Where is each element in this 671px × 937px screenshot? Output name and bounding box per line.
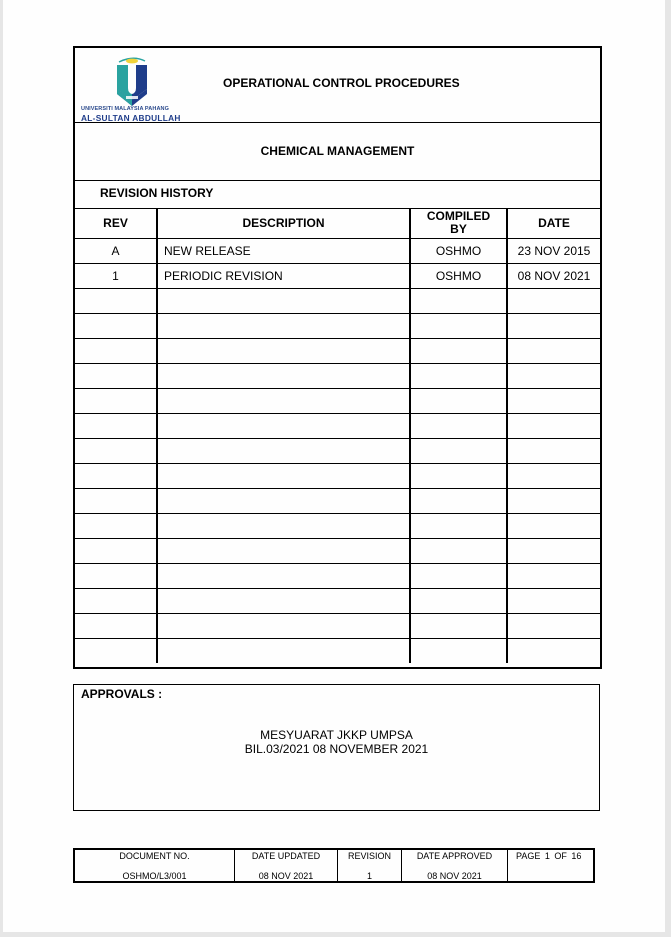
approvals-label: APPROVALS :: [81, 687, 163, 701]
compiled-by-cell: [411, 463, 508, 488]
rev-cell: [75, 488, 158, 513]
approvals-line2: BIL.03/2021 08 NOVEMBER 2021: [244, 742, 429, 756]
logo-text-line2: AL-SULTAN ABDULLAH: [81, 113, 181, 123]
date-cell: [508, 513, 600, 538]
date-updated-label: DATE UPDATED: [251, 851, 321, 861]
table-row: [75, 413, 600, 439]
description-cell: [158, 613, 411, 638]
date-cell: [508, 438, 600, 463]
description-cell: [158, 288, 411, 313]
compiled-by-cell: [411, 563, 508, 588]
rev-cell: [75, 388, 158, 413]
footer-document-no: [75, 850, 235, 881]
revision-grid: [75, 208, 600, 667]
rev-cell: [75, 463, 158, 488]
table-row: [75, 288, 600, 314]
logo-text-line1: UNIVERSITI MALAYSIA PAHANG: [81, 106, 169, 112]
revision-value: 1: [366, 871, 372, 881]
revision-label: REVISION: [347, 851, 391, 861]
page-number: PAGE 1 OF 16: [516, 851, 582, 861]
rev-cell: 1: [75, 263, 158, 288]
description-cell: [158, 563, 411, 588]
description-cell: [158, 338, 411, 363]
date-cell: 08 NOV 2021: [517, 268, 591, 283]
rev-cell: [75, 638, 158, 663]
table-row: [75, 463, 600, 489]
column-header-date: DATE: [538, 215, 570, 230]
date-cell: 23 NOV 2015: [517, 243, 591, 258]
rev-cell: [75, 338, 158, 363]
table-row: [75, 538, 600, 564]
footer-date-approved: [402, 850, 508, 881]
table-row: [75, 588, 600, 614]
description-cell: [158, 488, 411, 513]
compiled-by-cell: [411, 338, 508, 363]
date-cell: [508, 363, 600, 388]
rev-cell: [75, 313, 158, 338]
compiled-by-cell: [411, 363, 508, 388]
column-header-compiled-by: [411, 208, 508, 238]
compiled-by-cell: [411, 588, 508, 613]
description-cell: [158, 463, 411, 488]
date-cell: [508, 638, 600, 663]
table-row: [75, 438, 600, 464]
compiled-by-cell: [411, 438, 508, 463]
compiled-by-cell: [411, 538, 508, 563]
footer-page: [508, 850, 593, 881]
compiled-by-cell: [411, 513, 508, 538]
description-cell: [158, 388, 411, 413]
date-cell: [508, 538, 600, 563]
date-cell: [508, 313, 600, 338]
table-row: [75, 488, 600, 514]
table-row: [75, 513, 600, 539]
table-row: [75, 338, 600, 364]
compiled-by-cell: [411, 313, 508, 338]
university-crest-icon: [81, 56, 185, 106]
compiled-by-cell: OSHMO: [411, 238, 508, 263]
date-cell: [508, 488, 600, 513]
date-updated-value: 08 NOV 2021: [258, 871, 314, 881]
compiled-by-cell: [411, 488, 508, 513]
rev-cell: [75, 363, 158, 388]
approvals-text: [74, 728, 599, 756]
date-cell: [508, 563, 600, 588]
table-row: [75, 563, 600, 589]
table-row: [75, 613, 600, 639]
column-header-rev: REV: [75, 208, 158, 238]
date-cell: [508, 413, 600, 438]
date-cell: [508, 288, 600, 313]
rev-cell: [75, 513, 158, 538]
description-cell: PERIODIC REVISION: [158, 263, 411, 288]
subtitle-row: [75, 122, 600, 181]
description-cell: [158, 513, 411, 538]
date-cell: [508, 613, 600, 638]
compiled-by-cell: [411, 638, 508, 663]
table-row: [75, 263, 600, 289]
revision-history-label: REVISION HISTORY: [100, 186, 214, 200]
compiled-by-cell: [411, 613, 508, 638]
table-row: [75, 363, 600, 389]
compiled-by-cell: OSHMO: [411, 263, 508, 288]
compiled-by-cell: [411, 413, 508, 438]
description-cell: [158, 363, 411, 388]
description-cell: [158, 538, 411, 563]
date-cell: [508, 388, 600, 413]
compiled-by-cell: [411, 388, 508, 413]
description-cell: [158, 638, 411, 663]
description-cell: NEW RELEASE: [158, 238, 411, 263]
description-cell: [158, 313, 411, 338]
description-cell: [158, 413, 411, 438]
revision-history-row: [75, 180, 600, 209]
date-cell: [508, 338, 600, 363]
footer-revision: [338, 850, 402, 881]
rev-cell: [75, 538, 158, 563]
date-cell: [508, 463, 600, 488]
approvals-box: [73, 684, 600, 811]
rev-cell: [75, 588, 158, 613]
description-cell: [158, 588, 411, 613]
compiled-by-text: COMPILED BY: [426, 209, 491, 236]
rev-cell: [75, 288, 158, 313]
footer-date-updated: [235, 850, 338, 881]
university-logo: [81, 56, 185, 123]
rev-cell: [75, 613, 158, 638]
rev-cell: [75, 563, 158, 588]
document-footer: [73, 848, 595, 883]
rev-cell: [75, 413, 158, 438]
header-row: [75, 48, 600, 123]
rev-cell: [75, 438, 158, 463]
date-approved-label: DATE APPROVED: [416, 851, 493, 861]
document-subtitle: CHEMICAL MANAGEMENT: [260, 144, 415, 158]
column-header-description: DESCRIPTION: [158, 208, 411, 238]
table-row: [75, 313, 600, 339]
document-no-value: OSHMO/L3/001: [122, 871, 187, 881]
description-cell: [158, 438, 411, 463]
date-cell: [508, 588, 600, 613]
document-title: OPERATIONAL CONTROL PROCEDURES: [223, 76, 460, 90]
compiled-by-cell: [411, 288, 508, 313]
table-row: [75, 638, 600, 663]
approvals-line1: MESYUARAT JKKP UMPSA: [260, 728, 413, 742]
rev-cell: A: [75, 238, 158, 263]
revision-table: [73, 46, 602, 669]
date-approved-value: 08 NOV 2021: [427, 871, 482, 881]
document-no-label: DOCUMENT NO.: [119, 851, 190, 861]
table-row: [75, 388, 600, 414]
table-header-row: [75, 208, 600, 239]
table-row: [75, 238, 600, 264]
